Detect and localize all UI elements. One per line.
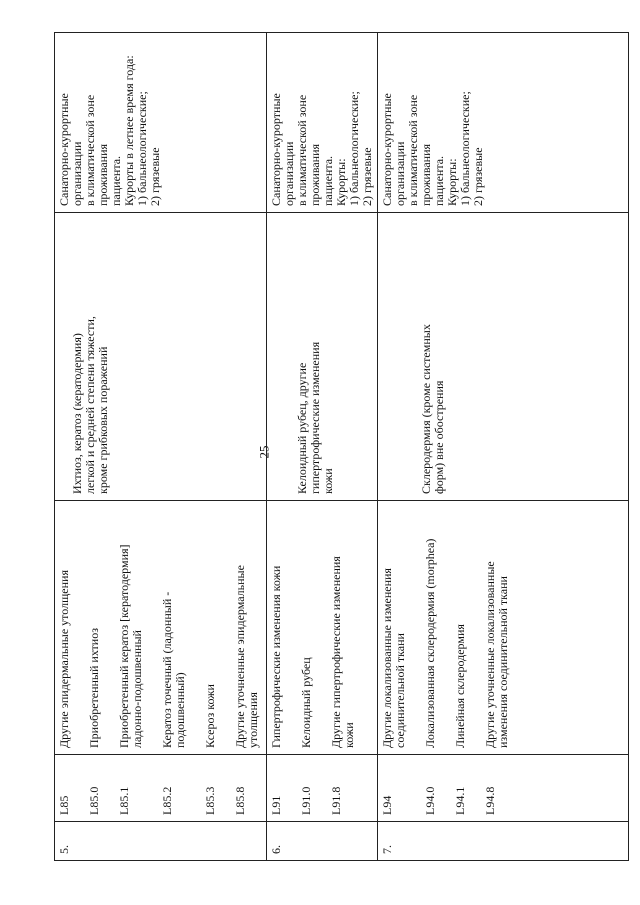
icd-name-line: подошвенный)	[173, 672, 187, 748]
icd-name-line: кожи	[342, 722, 356, 748]
row-number: 5.	[55, 822, 267, 861]
table-row	[267, 33, 378, 861]
condition-description	[55, 213, 267, 501]
recommendation-line: пациента.	[321, 155, 335, 206]
diagnosis-names	[55, 501, 267, 755]
recommendation-line: 1) бальнеологические;	[458, 91, 472, 206]
condition-line: форм) вне обострения	[432, 380, 446, 494]
recommendation-line: 1) бальнеологические;	[347, 91, 361, 206]
condition-line: кожи	[321, 468, 335, 494]
condition-line: кроме грибковых поражений	[96, 346, 110, 494]
icd-name	[270, 507, 283, 748]
recommendation-line: 2) грязевые	[148, 147, 162, 206]
recommendation-line: Курорты:	[334, 158, 348, 206]
icd-code: L94.8	[483, 786, 497, 815]
icd-code: L85.8	[233, 786, 247, 815]
icd-name	[484, 507, 510, 748]
recommendation-line: Санаторно-курортные организации	[380, 93, 407, 206]
icd-name-line: Линейная склеродермия	[453, 624, 467, 748]
icd-code: L94.1	[453, 786, 467, 815]
icd-name-line: Ксероз кожи	[203, 684, 217, 748]
resort-recommendation	[267, 33, 378, 213]
icd-name-line: Другие уточненные локализованные	[483, 561, 497, 748]
icd-name	[234, 507, 260, 748]
icd-name	[161, 507, 187, 748]
table-body	[55, 33, 629, 861]
diagnosis-codes	[378, 755, 629, 822]
recommendation-line: в климатической зоне проживания	[295, 94, 322, 206]
icd-name-line: изменения соединительной ткани	[496, 576, 510, 748]
icd-name-line: соединительной ткани	[393, 633, 407, 748]
icd-name	[58, 507, 71, 748]
icd-name-line: Другие локализованные изменения	[380, 568, 394, 748]
recommendation-line: 2) грязевые	[471, 147, 485, 206]
icd-name-line: Локализованная склеродермия (morphea)	[423, 538, 437, 748]
icd-name	[88, 507, 101, 748]
icd-code: L85.2	[160, 786, 174, 815]
recommendation-line: в климатической зоне проживания	[406, 94, 433, 206]
row-number: 7.	[378, 822, 629, 861]
icd-code: L85	[57, 795, 71, 815]
condition-line: Ихтиоз, кератоз (кератодермия)	[70, 333, 84, 494]
icd-name-line: ладонно-подошвенный	[130, 630, 144, 748]
icd-name-line: Другие гипертрофические изменения	[329, 556, 343, 748]
row-number: 6.	[267, 822, 378, 861]
recommendation-line: Санаторно-курортные организации	[269, 93, 296, 206]
icd-code: L91.0	[299, 786, 313, 815]
condition-line: легкой и средней степени тяжести,	[83, 316, 97, 494]
icd-name	[330, 507, 356, 748]
table-row	[55, 33, 267, 861]
icd-name-line: Приобретенный кератоз [кератодермия]	[117, 544, 131, 748]
condition-description	[378, 213, 629, 501]
condition-description	[267, 213, 378, 501]
diagnosis-codes	[267, 755, 378, 822]
icd-name-line: Гипертрофические изменения кожи	[269, 565, 283, 748]
icd-code: L91	[269, 795, 283, 815]
condition-line: Келоидный рубец, другие	[295, 362, 309, 494]
icd-name-line: Келоидный рубец	[299, 657, 313, 748]
icd-code: L91.8	[329, 786, 343, 815]
icd-code: L85.0	[87, 786, 101, 815]
icd-name-line: Приобретенный ихтиоз	[87, 628, 101, 748]
icd-name-line: утолщения	[246, 692, 260, 748]
resort-recommendation	[55, 33, 267, 213]
resort-recommendations-table	[54, 32, 629, 861]
recommendation-line: Курорты:	[445, 158, 459, 206]
icd-code: L94.0	[423, 786, 437, 815]
icd-name	[204, 507, 217, 748]
icd-name-line: Другие эпидермальные утолщения	[57, 569, 71, 748]
icd-code: L85.3	[203, 786, 217, 815]
icd-name	[118, 507, 144, 748]
condition-line: гипертрофические изменения	[308, 341, 322, 494]
diagnosis-names	[267, 501, 378, 755]
icd-name-line: Кератоз точечный (ладонный -	[160, 591, 174, 748]
icd-name	[454, 507, 467, 748]
icd-name	[300, 507, 313, 748]
recommendation-line: в климатической зоне проживания	[83, 94, 110, 206]
recommendation-line: Санаторно-курортные организации	[57, 93, 84, 206]
icd-name-line: Другие уточненные эпидермальные	[233, 565, 247, 748]
icd-code: L85.1	[117, 786, 131, 815]
recommendation-line: Курорты в летнее время года:	[122, 55, 136, 206]
diagnosis-codes	[55, 755, 267, 822]
icd-code: L94	[380, 795, 394, 815]
recommendation-line: пациента.	[109, 155, 123, 206]
icd-name	[424, 507, 437, 748]
resort-recommendation	[378, 33, 629, 213]
recommendation-line: 1) бальнеологические;	[135, 91, 149, 206]
recommendation-line: 2) грязевые	[360, 147, 374, 206]
condition-line: Склеродермия (кроме системных	[419, 324, 433, 494]
page-number: 25	[256, 445, 272, 459]
icd-name	[381, 507, 407, 748]
diagnosis-names	[378, 501, 629, 755]
rotated-table-wrapper	[54, 33, 600, 861]
table-row	[378, 33, 629, 861]
recommendation-line: пациента.	[432, 155, 446, 206]
table-sheet	[54, 33, 600, 861]
